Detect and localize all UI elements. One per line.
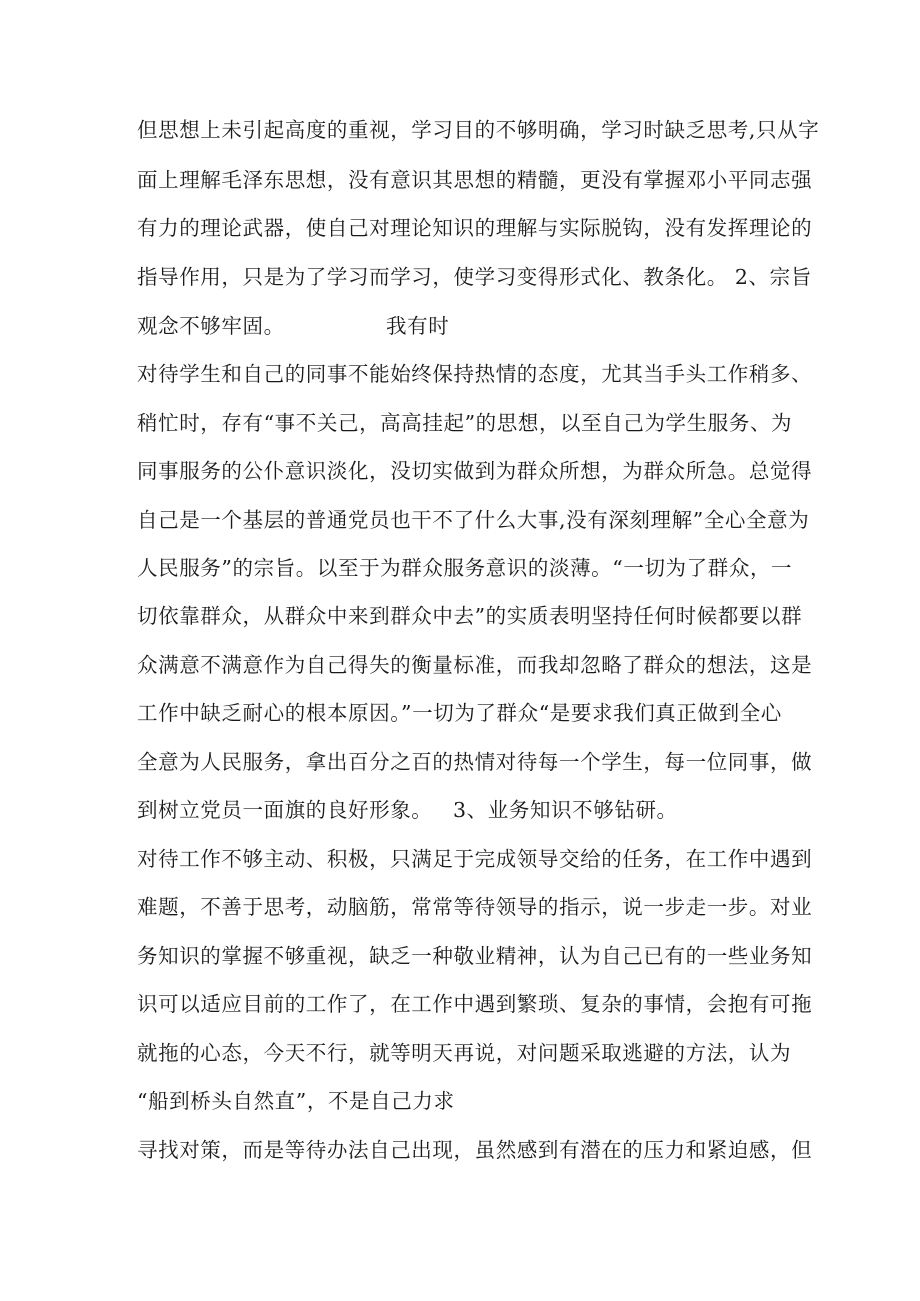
text-line: 我有时 bbox=[386, 314, 450, 338]
text-line: 就拖的心态，今天不行，就等明天再说，对问题采取逃避的方法，认为 bbox=[137, 1041, 792, 1065]
text-line: 难题，不善于思考，动脑筋，常常等待领导的指示，说一步走一步。对业 bbox=[137, 895, 813, 919]
text-line: “船到桥头自然直”，不是自己力求 bbox=[137, 1089, 455, 1113]
text-line: 众满意不满意作为自己得失的衡量标准，而我却忽略了群众的想法，这是 bbox=[137, 653, 813, 677]
text-line: 工作中缺乏耐心的根本原因。”一切为了群众“是要求我们真正做到全心 bbox=[137, 701, 782, 725]
text-line: 同事服务的公仆意识淡化，没切实做到为群众所想，为群众所急。总觉得 bbox=[137, 459, 813, 483]
text-line: 全意为人民服务，拿出百分之百的热情对待每一个学生，每一位同事，做 bbox=[137, 750, 813, 774]
text-line: 人民服务”的宗旨。以至于为群众服务意识的淡薄。“一切为了群众，一 bbox=[137, 556, 793, 580]
text-line: 指导作用，只是为了学习而学习，使学习变得形式化、教条化。 2、宗旨 bbox=[137, 265, 812, 289]
text-line: 到树立党员一面旗的良好形象。 bbox=[137, 798, 433, 822]
text-line: 观念不够牢固。 bbox=[137, 314, 285, 338]
text-line: 有力的理论武器，使自己对理论知识的理解与实际脱钩，没有发挥理论的 bbox=[137, 216, 813, 240]
text-line: 识可以适应目前的工作了，在工作中遇到繁琐、复杂的事情，会抱有可拖 bbox=[137, 992, 813, 1016]
section-heading: 3、业务知识不够钻研。 bbox=[453, 798, 678, 822]
text-line: 对待学生和自己的同事不能始终保持热情的态度，尤其当手头工作稍多、 bbox=[137, 362, 813, 386]
text-line: 切依靠群众，从群众中来到群众中去”的实质表明坚持任何时候都要以群 bbox=[137, 604, 803, 628]
text-line: 但思想上未引起高度的重视，学习目的不够明确，学习时缺乏思考,只从字 bbox=[137, 118, 820, 142]
text-line: 自己是一个基层的普通党员也干不了什么大事,没有深刻理解”全心全意为 bbox=[137, 508, 810, 532]
text-line: 务知识的掌握不够重视，缺乏一种敬业精神，认为自己已有的一些业务知 bbox=[137, 944, 813, 968]
text-line: 对待工作不够主动、积极，只满足于完成领导交给的任务，在工作中遇到 bbox=[137, 847, 813, 871]
text-line: 寻找对策，而是等待办法自己出现，虽然感到有潜在的压力和紧迫感，但 bbox=[137, 1138, 813, 1162]
text-line: 面上理解毛泽东思想，没有意识其思想的精髓，更没有掌握邓小平同志强 bbox=[137, 168, 813, 192]
text-line: 稍忙时，存有“事不关己，高高挂起”的思想，以至自己为学生服务、为 bbox=[137, 411, 793, 435]
